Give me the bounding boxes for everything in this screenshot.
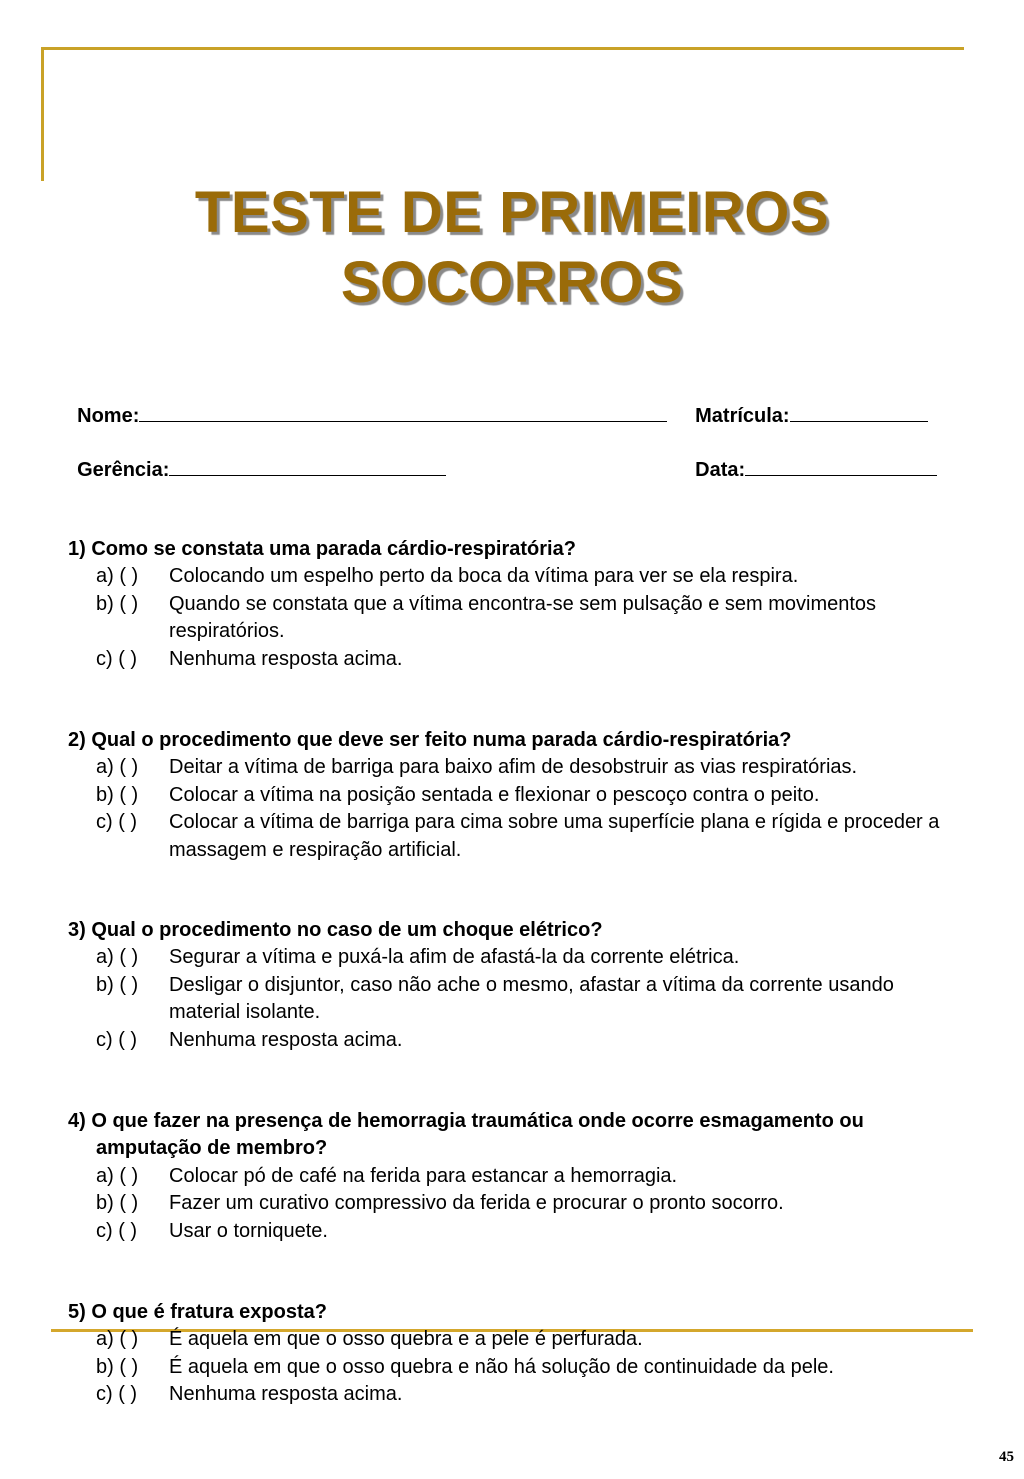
option-text: Deitar a vítima de barriga para baixo afim de desobstruir as vias respiratórias. — [169, 756, 858, 779]
option-text: Usar o torniquete. — [169, 1219, 328, 1242]
question-text: 1) Como se constata uma parada cárdio-respiratória? — [68, 538, 576, 560]
option-checkbox[interactable]: a) ( ) — [96, 1328, 139, 1351]
option-checkbox[interactable]: a) ( ) — [96, 1164, 139, 1187]
question-3 — [68, 917, 968, 1054]
option-text: Desligar o disjuntor, caso não ache o mesmo, afastar a vítima da corrente usando material isolante. — [169, 973, 894, 1024]
option-text: Nenhuma resposta acima. — [169, 1028, 403, 1051]
frame-left-line — [41, 47, 44, 181]
option-text: Nenhuma resposta acima. — [169, 647, 403, 670]
option-checkbox[interactable]: a) ( ) — [96, 756, 139, 779]
gerencia-blank[interactable] — [169, 455, 446, 476]
option-text: Quando se constata que a vítima encontra-se sem pulsação e sem movimentos respiratórios. — [169, 592, 877, 643]
option-text: Colocando um espelho perto da boca da vítima para ver se ela respira. — [169, 565, 799, 588]
matricula-blank[interactable] — [790, 401, 928, 422]
question-text: 3) Qual o procedimento no caso de um choque elétrico? — [68, 919, 603, 941]
data-blank[interactable] — [745, 455, 937, 476]
question-1 — [68, 536, 968, 673]
nome-label: Nome: — [77, 405, 140, 427]
option-b[interactable] — [68, 591, 968, 646]
page-number: 45 — [999, 1449, 1014, 1465]
matricula-label: Matrícula: — [695, 405, 790, 427]
option-a[interactable] — [68, 754, 968, 781]
option-c[interactable] — [68, 809, 968, 864]
option-checkbox[interactable]: b) ( ) — [96, 973, 139, 996]
question-4 — [68, 1108, 968, 1245]
option-checkbox[interactable]: c) ( ) — [96, 1219, 138, 1242]
frame-top-line — [42, 47, 964, 50]
gerencia-label: Gerência: — [77, 459, 170, 481]
question-text: 4) O que fazer na presença de hemorragia traumática onde ocorre esmagamento ou amputação de membro? — [68, 1110, 864, 1160]
option-b[interactable] — [68, 1354, 968, 1381]
option-b[interactable] — [68, 782, 968, 809]
question-5 — [68, 1299, 968, 1409]
option-checkbox[interactable]: b) ( ) — [96, 592, 139, 615]
data-label: Data: — [695, 459, 746, 481]
option-a[interactable] — [68, 1163, 968, 1190]
option-checkbox[interactable]: c) ( ) — [96, 811, 138, 834]
option-b[interactable] — [68, 1190, 968, 1217]
option-a[interactable] — [68, 944, 968, 971]
option-checkbox[interactable]: b) ( ) — [96, 1355, 139, 1378]
nome-field[interactable] — [66, 377, 667, 428]
option-checkbox[interactable]: a) ( ) — [96, 946, 139, 969]
title-line-1: TESTE DE PRIMEIROS — [194, 180, 830, 245]
gerencia-field[interactable] — [66, 431, 446, 482]
option-a[interactable] — [68, 1326, 968, 1353]
option-c[interactable] — [68, 1218, 968, 1245]
option-text: É aquela em que o osso quebra e não há solução de continuidade da pele. — [169, 1355, 834, 1378]
nome-blank[interactable] — [139, 401, 667, 422]
option-text: Fazer um curativo compressivo da ferida e procurar o pronto socorro. — [169, 1192, 784, 1215]
title-line-2: SOCORROS — [340, 250, 684, 315]
option-checkbox[interactable]: c) ( ) — [96, 1383, 138, 1406]
data-field[interactable] — [684, 431, 937, 482]
option-text: Segurar a vítima e puxá-la afim de afastá-la da corrente elétrica. — [169, 946, 740, 969]
option-c[interactable] — [68, 646, 968, 673]
option-checkbox[interactable]: c) ( ) — [96, 647, 138, 670]
option-checkbox[interactable]: c) ( ) — [96, 1028, 138, 1051]
question-text: 2) Qual o procedimento que deve ser feito numa parada cárdio-respiratória? — [68, 729, 792, 751]
option-text: Colocar a vítima de barriga para cima sobre uma superfície plana e rígida e proceder a massagem e respiração artificial. — [169, 811, 940, 861]
page-title — [0, 178, 1024, 318]
option-c[interactable] — [68, 1027, 968, 1054]
option-text: Colocar pó de café na ferida para estancar a hemorragia. — [169, 1164, 678, 1187]
option-b[interactable] — [68, 972, 968, 1027]
option-checkbox[interactable]: b) ( ) — [96, 1192, 139, 1215]
option-text: Colocar a vítima na posição sentada e flexionar o pescoço contra o peito. — [169, 783, 820, 806]
question-2 — [68, 727, 968, 864]
option-checkbox[interactable]: a) ( ) — [96, 565, 139, 588]
option-text: É aquela em que o osso quebra e a pele é perfurada. — [169, 1328, 643, 1351]
option-a[interactable] — [68, 563, 968, 590]
option-text: Nenhuma resposta acima. — [169, 1383, 403, 1406]
option-checkbox[interactable]: b) ( ) — [96, 783, 139, 806]
matricula-field[interactable] — [684, 377, 928, 428]
option-c[interactable] — [68, 1381, 968, 1408]
question-text: 5) O que é fratura exposta? — [68, 1301, 327, 1323]
